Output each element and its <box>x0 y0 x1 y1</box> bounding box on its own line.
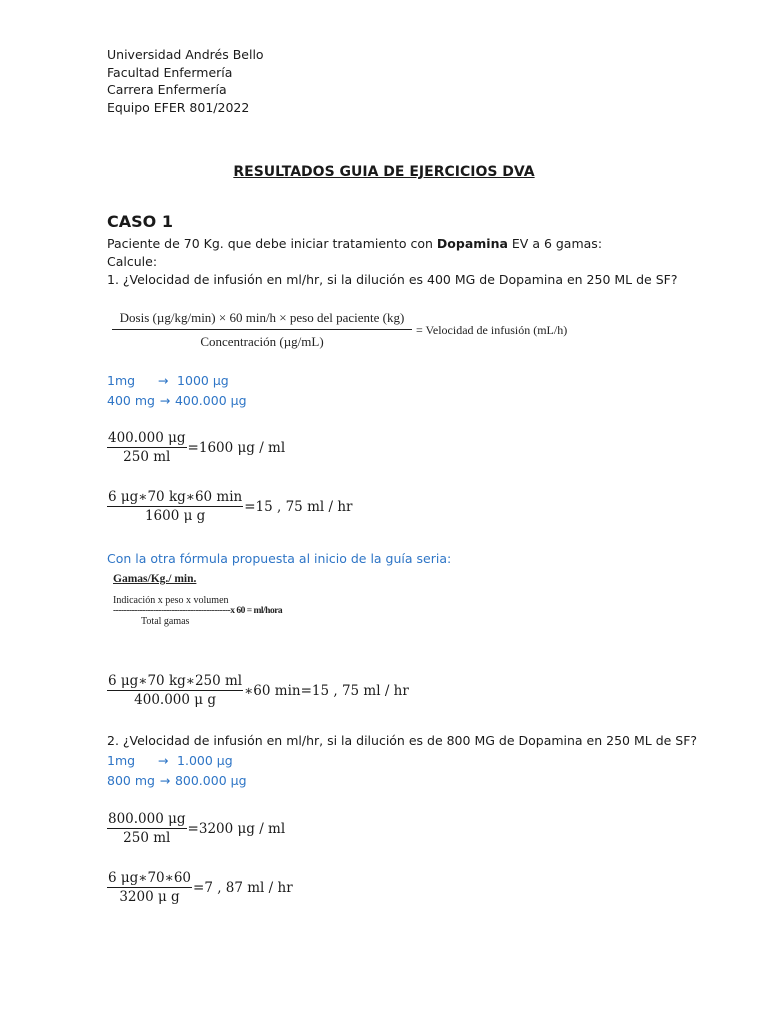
question-1: 1. ¿Velocidad de infusión en ml/hr, si la dilución es 400 MG de Dopamina en 250 ML de SF? <box>107 272 678 287</box>
header-line-team: Equipo EFER 801/2022 <box>107 99 250 115</box>
arrow-icon: → <box>157 753 169 768</box>
formula-denominator: Concentración (µg/mL) <box>200 334 324 349</box>
formula-image-infusion-rate <box>112 310 592 350</box>
intro-pre: Paciente de 70 Kg. que debe iniciar tratamiento con <box>107 236 437 251</box>
arrow-icon: → <box>159 773 171 788</box>
eq2-denominator: 1600 μ g <box>144 508 206 524</box>
conv2-b-left: 800 mg <box>107 773 155 788</box>
conversion-1-line-b <box>107 392 247 410</box>
eq4-result: =3200 μg / ml <box>187 820 286 837</box>
equation-infusion-alt <box>107 673 409 708</box>
eq5-numerator: 6 μg∗70∗60 <box>108 870 192 886</box>
eq1-result: =1600 μg / ml <box>187 439 286 456</box>
intro-post: EV a 6 gamas: <box>507 236 603 251</box>
equation-infusion-2 <box>107 870 293 905</box>
eq3-result: ∗60 min=15 , 75 ml / hr <box>244 682 409 699</box>
eq3-numerator: 6 μg∗70 kg∗250 ml <box>108 673 243 689</box>
case-heading: CASO 1 <box>107 212 173 231</box>
formula-numerator: Dosis (µg/kg/min) × 60 min/h × peso del paciente (kg) <box>112 310 412 330</box>
conv2-b-right: 800.000 µg <box>174 773 247 788</box>
equation-concentration-2 <box>107 811 285 846</box>
header-line-university: Universidad Andrés Bello <box>107 47 264 62</box>
formula-image-gamas <box>113 573 353 627</box>
conversion-2-line-a <box>107 752 233 770</box>
conv1-a-right: 1000 µg <box>177 373 229 388</box>
formula2-dots: --------------------------------------------x 60 = ml/hora <box>113 606 283 616</box>
question-2: 2. ¿Velocidad de infusión en ml/hr, si la dilución es de 800 MG de Dopamina en 250 ML de SF? <box>107 733 698 748</box>
intro-drug: Dopamina <box>436 236 508 251</box>
arrow-icon: → <box>159 393 171 408</box>
header-line-faculty: Facultad Enfermería <box>107 64 233 80</box>
eq2-result: =15 , 75 ml / hr <box>244 498 353 515</box>
header-line-career: Carrera Enfermería <box>107 82 227 97</box>
eq4-denominator: 250 ml <box>123 830 171 846</box>
case-intro <box>107 235 602 253</box>
conversion-2-line-b <box>107 772 247 790</box>
calcule-label: Calcule: <box>107 254 158 269</box>
arrow-icon: → <box>157 373 169 388</box>
conversion-1-line-a <box>107 372 229 390</box>
institution-header <box>107 46 264 116</box>
formula2-line3: Total gamas <box>141 616 190 627</box>
formula2-title: Gamas/Kg./ min. <box>113 573 197 585</box>
eq1-numerator: 400.000 μg <box>108 430 186 446</box>
eq5-denominator: 3200 μ g <box>119 889 180 905</box>
formula2-line1: Indicación x peso x volumen <box>113 595 229 606</box>
equation-infusion-1 <box>107 489 352 524</box>
conv2-a-left: 1mg <box>107 753 136 768</box>
eq3-denominator: 400.000 μ g <box>134 692 216 708</box>
document-title: RESULTADOS GUIA DE EJERCICIOS DVA <box>233 164 535 180</box>
eq4-numerator: 800.000 μg <box>108 811 186 827</box>
conv1-a-left: 1mg <box>107 373 136 388</box>
conv1-b-left: 400 mg <box>107 393 155 408</box>
alternative-formula-note: Con la otra fórmula propuesta al inicio de la guía seria: <box>107 551 452 566</box>
conv2-a-right: 1.000 µg <box>177 753 233 768</box>
conv1-b-right: 400.000 µg <box>174 393 247 408</box>
eq2-numerator: 6 μg∗70 kg∗60 min <box>108 489 243 505</box>
eq5-result: =7 , 87 ml / hr <box>193 879 293 896</box>
formula-result: = Velocidad de infusión (mL/h) <box>416 322 568 337</box>
equation-concentration-1 <box>107 430 285 465</box>
eq1-denominator: 250 ml <box>123 449 171 465</box>
